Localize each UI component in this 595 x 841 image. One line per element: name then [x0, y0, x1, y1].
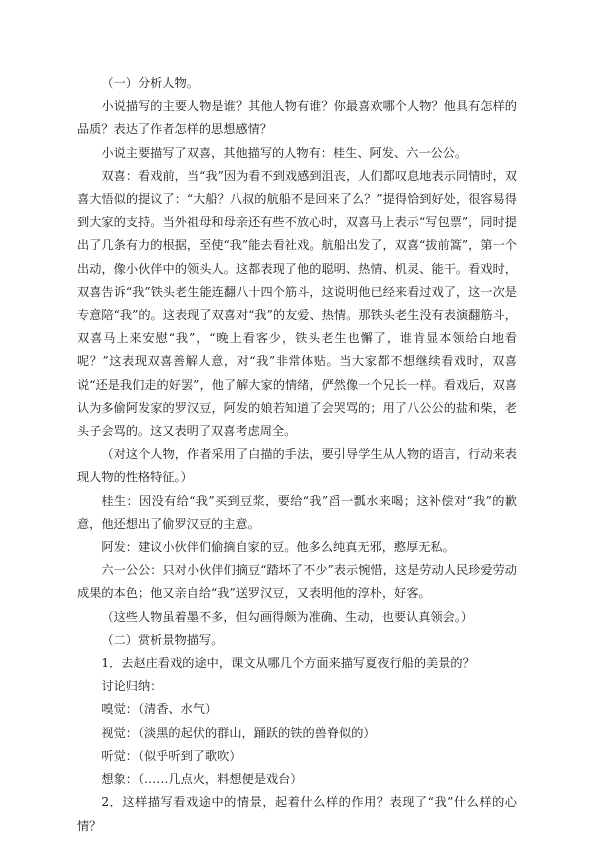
document-body	[77, 72, 517, 838]
section-heading-character-analysis: （一）分析人物。	[101, 76, 199, 90]
hearing-item: 听觉：（似乎听到了歌吹）	[101, 748, 242, 763]
characters-note-paragraph: （这些人物虽着墨不多，但勾画得颇为准确、生动，也要认真领会。）	[101, 609, 474, 624]
question-paragraph: 小说描写的主要人物是谁？其他人物有谁？你最喜欢哪个人物？他具有怎样的品质？表达了作者怎样的思想感情？	[77, 99, 517, 137]
guisheng-analysis-paragraph: 桂生：因没有给“我”买到豆浆，要给“我”舀一瓢水来喝；这补偿对“我”的歉意，他还想出了偷罗汉豆的主意。	[77, 493, 517, 531]
discussion-summary-label: 讨论归纳：	[101, 679, 163, 694]
afa-analysis-paragraph: 阿发：建议小伙伴们偷摘自家的豆。他多么纯真无邪，憨厚无私。	[101, 540, 455, 555]
sight-item: 视觉：（淡黑的起伏的群山，踊跃的铁的兽脊似的）	[101, 725, 376, 740]
liuyi-gonggong-analysis-paragraph: 六一公公：只对小伙伴们摘豆“踏坏了不少”表示惋惜，这是劳动人民珍爱劳动成果的本色；他又亲自给“我”送罗汉豆，又表明他的淳朴，好客。	[77, 563, 517, 601]
imagination-item: 想象：（……几点火，料想便是戏台）	[101, 772, 303, 787]
answer-summary-paragraph: 小说主要描写了双喜，其他描写的人物有：桂生、阿发、六一公公。	[101, 145, 468, 160]
question-1-paragraph: 1．去赵庄看戏的途中，课文从哪几个方面来描写夏夜行船的美景的？	[101, 656, 475, 671]
question-2-paragraph: 2．这样描写看戏途中的情景，起着什么样的作用？表现了“我”什么样的心情？	[77, 795, 517, 833]
teaching-note-paragraph: （对这个人物，作者采用了白描的手法，要引导学生从人物的语言，行动来表现人物的性格特征。）	[77, 447, 517, 485]
shuangxi-analysis-paragraph: 双喜：看戏前，当“我”因为看不到戏感到沮丧，人们都叹息地表示同情时，双喜大悟似的提议了：“大船？八叔的航船不是回来了么？”提得恰到好处，很容易得到大家的支持。当外祖母和母亲还有些不放心时，双喜马上表示“写包票”，同时提出了几条有力的根据，至使“我”能去看社戏。航船出发了，双喜“拔前篙”，第一个出动，像小伙伴中的领头人。这都表现了他的聪明、热情、机灵、能干。看戏时，双喜告诉“我”铁头老生能连翻八十四个筋斗，这说明他已经来看过戏了，这一次是专意陪“我”的。这表现了双喜对“我”的友爱、热情。那铁头老生没有表演翻筋斗，双喜马上来安慰“我”，“晚上看客少，铁头老生也懈了，谁肯显本领给白地看呢？”这表现双喜善解人意，对“我”非常体贴。当大家都不想继续看戏时，双喜说“还是我们走的好罢”，他了解大家的情绪，俨然像一个兄长一样。看戏后，双喜认为多偷阿发家的罗汉豆，阿发的娘若知道了会哭骂的；用了八公公的盐和柴，老头子会骂的。这又表明了双喜考虑周全。	[77, 168, 517, 439]
smell-item: 嗅觉：（清香、水气）	[101, 702, 218, 717]
section-heading-scenery: （二）赏析景物描写。	[101, 632, 224, 647]
